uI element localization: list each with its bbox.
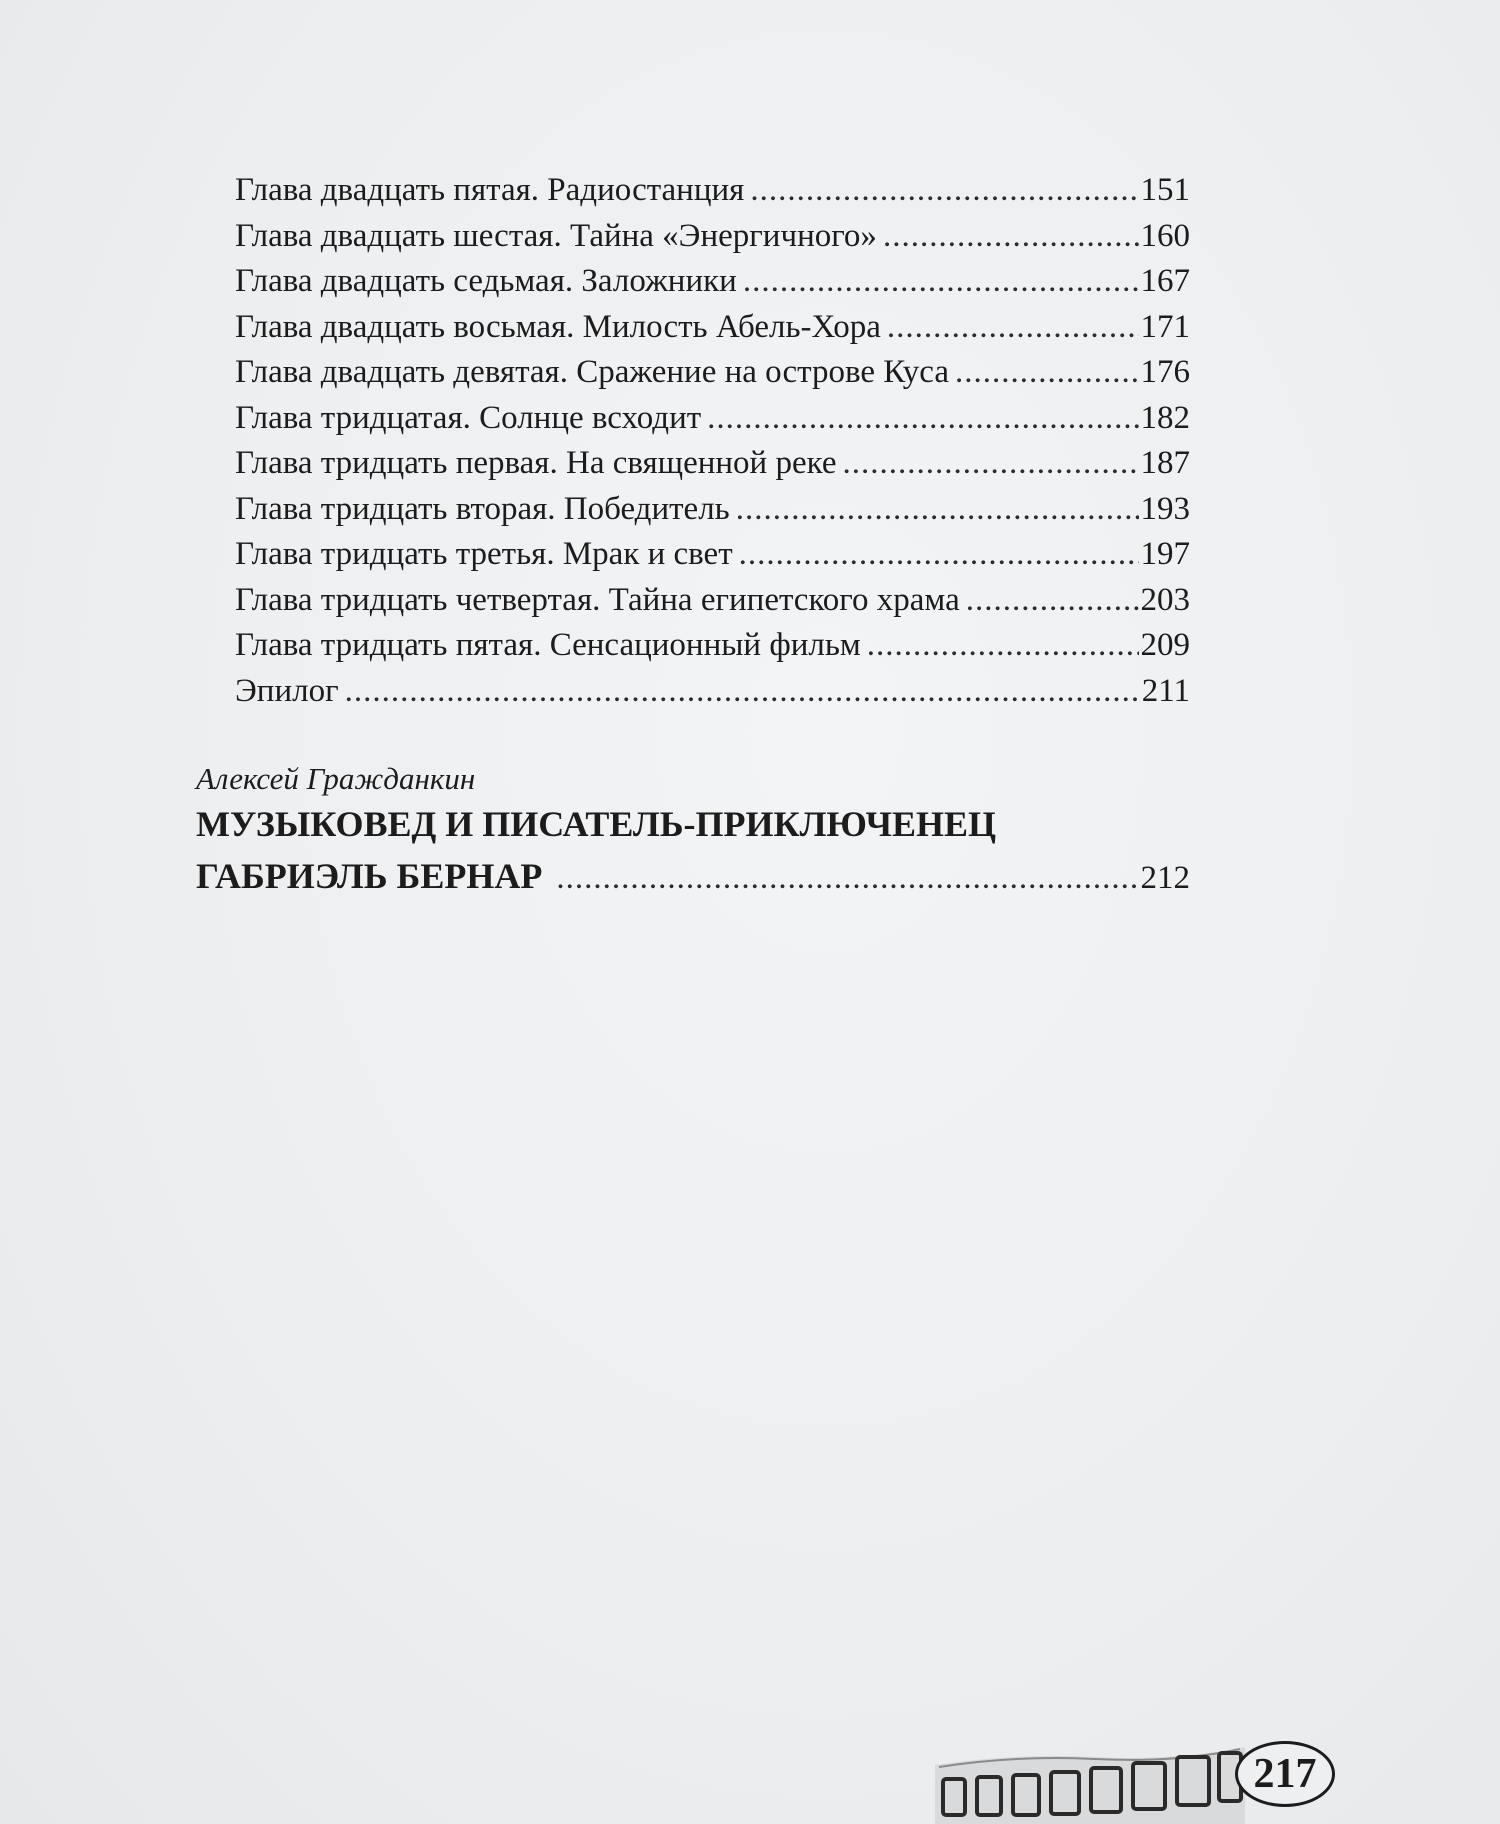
toc-leader-dots (842, 441, 1138, 487)
toc-entry (235, 259, 1190, 305)
afterword-entry (196, 760, 1190, 902)
film-strip-icon (935, 1735, 1245, 1824)
toc-entry (235, 214, 1190, 260)
toc-entry-title: Глава двадцать седьмая. Заложники (235, 263, 737, 299)
toc-entry-title: Глава тридцать четвертая. Тайна египетского храма (235, 581, 960, 618)
toc-leader-dots (883, 214, 1139, 260)
toc-entry (235, 305, 1190, 351)
toc-entry-page: 182 (1140, 399, 1190, 436)
table-of-contents (235, 168, 1190, 714)
afterword-heading-line1: МУЗЫКОВЕД И ПИСАТЕЛЬ-ПРИКЛЮЧЕНЕЦ (196, 804, 997, 844)
toc-leader-dots (867, 623, 1139, 669)
toc-leader-dots (750, 168, 1138, 214)
toc-entry (235, 532, 1190, 578)
toc-entry-title: Глава тридцать первая. На священной реке (235, 445, 837, 481)
toc-entry-page: 167 (1140, 263, 1190, 299)
toc-entry-title: Глава тридцатая. Солнце всходит (235, 399, 702, 436)
toc-entry-page: 151 (1140, 172, 1190, 208)
toc-entry-page: 209 (1140, 627, 1190, 663)
afterword-author: Алексей Гражданкин (196, 761, 476, 796)
toc-entry-title: Глава тридцать вторая. Победитель (235, 490, 730, 527)
toc-entry-page: 197 (1140, 536, 1190, 572)
toc-entry-page: 203 (1140, 581, 1190, 618)
toc-entry (235, 669, 1190, 715)
toc-entry (235, 623, 1190, 669)
toc-leader-dots (736, 487, 1139, 533)
toc-entry-title: Глава двадцать восьмая. Милость Абель-Хора (235, 308, 881, 345)
toc-leader-dots (955, 350, 1139, 396)
toc-leader-dots (556, 860, 1138, 897)
toc-entry-page: 171 (1140, 308, 1190, 345)
toc-entry-title: Глава тридцать третья. Мрак и свет (235, 536, 733, 572)
toc-entry-page: 176 (1140, 354, 1190, 390)
afterword-heading-line2: ГАБРИЭЛЬ БЕРНАР (196, 856, 543, 896)
toc-entry-title: Глава двадцать пятая. Радиостанция (235, 172, 745, 208)
toc-entry (235, 487, 1190, 533)
toc-entry-title: Глава тридцать пятая. Сенсационный фильм (235, 627, 861, 663)
toc-leader-dots (707, 396, 1138, 442)
toc-entry-page: 187 (1140, 445, 1190, 481)
toc-entry (235, 168, 1190, 214)
page-number-badge (935, 1735, 1345, 1824)
toc-entry-page: 160 (1140, 217, 1190, 254)
toc-entry-page: 193 (1140, 490, 1190, 527)
toc-entry (235, 578, 1190, 624)
toc-leader-dots (739, 532, 1139, 578)
page-number-circle (1235, 1741, 1335, 1807)
toc-entry-title: Глава двадцать шестая. Тайна «Энергичного» (235, 217, 877, 254)
toc-entry-page: 211 (1141, 672, 1190, 709)
toc-leader-dots (966, 578, 1139, 624)
page-number: 217 (1253, 1751, 1317, 1797)
toc-entry (235, 350, 1190, 396)
toc-entry-title: Глава двадцать девятая. Сражение на острове Куса (235, 354, 949, 390)
afterword-heading-row (196, 850, 1190, 902)
toc-leader-dots (887, 305, 1139, 351)
toc-entry-title: Эпилог (235, 672, 339, 709)
toc-entry (235, 396, 1190, 442)
toc-entry (235, 441, 1190, 487)
toc-leader-dots (345, 669, 1140, 715)
toc-leader-dots (743, 259, 1139, 305)
afterword-page: 212 (1140, 860, 1190, 896)
